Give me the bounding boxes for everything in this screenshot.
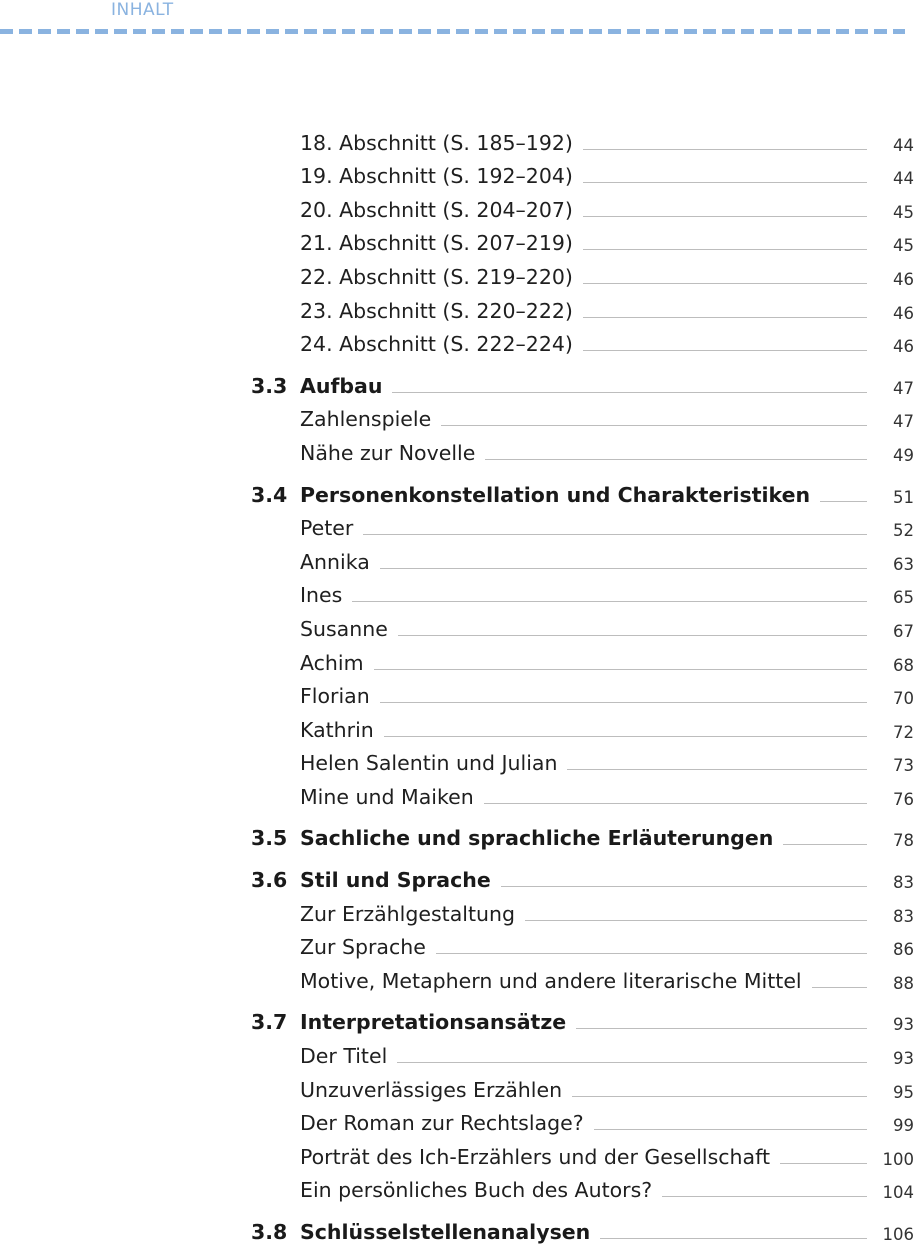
toc-entry-label: 21. Abschnitt (S. 207–219): [300, 231, 583, 255]
toc-entry[interactable]: [0, 193, 920, 227]
toc-section-entry[interactable]: [0, 863, 920, 897]
toc-entry[interactable]: [0, 260, 920, 294]
toc-page-number: 67: [893, 621, 914, 641]
toc-entry-label: Der Roman zur Rechtslage?: [300, 1111, 594, 1135]
toc-entry-label: Zahlenspiele: [300, 407, 441, 431]
toc-page-number: 52: [893, 521, 914, 541]
toc-entry[interactable]: [0, 1039, 920, 1073]
toc-entry[interactable]: [0, 579, 920, 613]
toc-entry-label: 18. Abschnitt (S. 185–192): [300, 131, 583, 155]
toc-entry-label: Der Titel: [300, 1044, 397, 1068]
dashed-header-rule: [0, 29, 905, 34]
toc-entry-label: Nähe zur Novelle: [300, 441, 485, 465]
toc-entry-label: Personenkonstellation und Charakteristiken: [300, 483, 820, 507]
toc-page-number: 63: [893, 554, 914, 574]
toc-page-number: 51: [893, 487, 914, 507]
running-head: INHALT: [111, 0, 174, 20]
toc-entry[interactable]: [0, 612, 920, 646]
toc-entry[interactable]: [0, 646, 920, 680]
toc-leader-line: [300, 702, 867, 703]
toc-section-number: 3.3: [251, 373, 288, 398]
toc-page-number: 83: [893, 873, 914, 893]
toc-entry-label: 19. Abschnitt (S. 192–204): [300, 164, 583, 188]
toc-page-number: 44: [893, 169, 914, 189]
toc-entry[interactable]: [0, 780, 920, 814]
toc-entry-label: Zur Sprache: [300, 935, 436, 959]
toc-page-number: 78: [893, 831, 914, 851]
toc-entry[interactable]: [0, 227, 920, 261]
toc-page-number: 65: [893, 588, 914, 608]
toc-entry[interactable]: [0, 294, 920, 328]
toc-entry-label: Porträt des Ich-Erzählers und der Gesellschaft: [300, 1145, 780, 1169]
toc-page-number: 83: [893, 906, 914, 926]
toc-leader-line: [300, 669, 867, 670]
toc-entry-label: 23. Abschnitt (S. 220–222): [300, 299, 583, 323]
toc-page-number: 44: [893, 135, 914, 155]
toc-page-number: 47: [893, 412, 914, 432]
toc-entry-label: 24. Abschnitt (S. 222–224): [300, 332, 583, 356]
toc-entry-label: Zur Erzählgestaltung: [300, 902, 525, 926]
toc-entry[interactable]: [0, 1107, 920, 1141]
toc-entry-label: Florian: [300, 684, 380, 708]
toc-leader-line: [300, 736, 867, 737]
toc-leader-line: [300, 601, 867, 602]
toc-entry[interactable]: [0, 403, 920, 437]
toc-entry[interactable]: [0, 897, 920, 931]
toc-entry[interactable]: [0, 126, 920, 160]
toc-section-entry[interactable]: [0, 1006, 920, 1040]
toc-entry[interactable]: [0, 328, 920, 362]
toc-page-number: 68: [893, 655, 914, 675]
toc-page-number: 95: [893, 1082, 914, 1102]
toc-entry-label: Helen Salentin und Julian: [300, 751, 567, 775]
toc-section-number: 3.6: [251, 868, 288, 893]
toc-page-number: 104: [882, 1183, 914, 1203]
toc-page-number: 88: [893, 973, 914, 993]
toc-entry[interactable]: [0, 512, 920, 546]
toc-page-number: 46: [893, 303, 914, 323]
toc-section-number: 3.5: [251, 826, 288, 851]
toc-entry[interactable]: [0, 964, 920, 998]
toc-section-number: 3.7: [251, 1010, 288, 1035]
toc-entry-label: Annika: [300, 550, 380, 574]
toc-entry-label: 20. Abschnitt (S. 204–207): [300, 198, 583, 222]
toc-entry-label: Ines: [300, 583, 352, 607]
toc-page-number: 47: [893, 378, 914, 398]
toc-entry-label: Motive, Metaphern und andere literarische Mittel: [300, 969, 812, 993]
toc-entry[interactable]: [0, 713, 920, 747]
toc-leader-line: [300, 534, 867, 535]
toc-entry-label: Interpretationsansätze: [300, 1010, 576, 1034]
toc-page-number: 46: [893, 269, 914, 289]
toc-entry-label: Peter: [300, 516, 363, 540]
toc-entry[interactable]: [0, 545, 920, 579]
toc-leader-line: [300, 568, 867, 569]
toc-section-entry[interactable]: [0, 478, 920, 512]
toc-page-number: 100: [882, 1149, 914, 1169]
toc-entry-label: Achim: [300, 651, 374, 675]
toc-entry[interactable]: [0, 680, 920, 714]
toc-entry-label: Stil und Sprache: [300, 868, 501, 892]
toc-entry[interactable]: [0, 160, 920, 194]
table-of-contents: [0, 126, 920, 1249]
toc-entry-label: Ein persönliches Buch des Autors?: [300, 1178, 662, 1202]
toc-page-number: 45: [893, 236, 914, 256]
toc-entry[interactable]: [0, 931, 920, 965]
toc-page-number: 76: [893, 789, 914, 809]
toc-page-number: 106: [882, 1225, 914, 1244]
toc-page-number: 86: [893, 940, 914, 960]
toc-entry-label: 22. Abschnitt (S. 219–220): [300, 265, 583, 289]
toc-entry[interactable]: [0, 747, 920, 781]
toc-section-entry[interactable]: [0, 369, 920, 403]
toc-section-entry[interactable]: [0, 1215, 920, 1249]
toc-section-number: 3.8: [251, 1220, 288, 1244]
toc-page-number: 45: [893, 202, 914, 222]
toc-entry[interactable]: [0, 1140, 920, 1174]
toc-entry[interactable]: [0, 436, 920, 470]
toc-page-number: 73: [893, 756, 914, 776]
toc-entry-label: Aufbau: [300, 374, 392, 398]
toc-entry-label: Schlüsselstellenanalysen: [300, 1220, 600, 1244]
toc-entry-label: Sachliche und sprachliche Erläuterungen: [300, 826, 783, 850]
toc-entry[interactable]: [0, 1174, 920, 1208]
toc-entry-label: Susanne: [300, 617, 398, 641]
toc-page-number: 93: [893, 1015, 914, 1035]
toc-page-number: 99: [893, 1116, 914, 1136]
toc-entry-label: Mine und Maiken: [300, 785, 484, 809]
toc-entry-label: Unzuverlässiges Erzählen: [300, 1078, 572, 1102]
toc-page-number: 93: [893, 1049, 914, 1069]
toc-page-number: 49: [893, 445, 914, 465]
toc-page-number: 72: [893, 722, 914, 742]
toc-section-entry[interactable]: [0, 822, 920, 856]
toc-entry-label: Kathrin: [300, 718, 384, 742]
toc-page-number: 46: [893, 337, 914, 357]
toc-section-number: 3.4: [251, 482, 288, 507]
toc-entry[interactable]: [0, 1073, 920, 1107]
toc-page-number: 70: [893, 689, 914, 709]
